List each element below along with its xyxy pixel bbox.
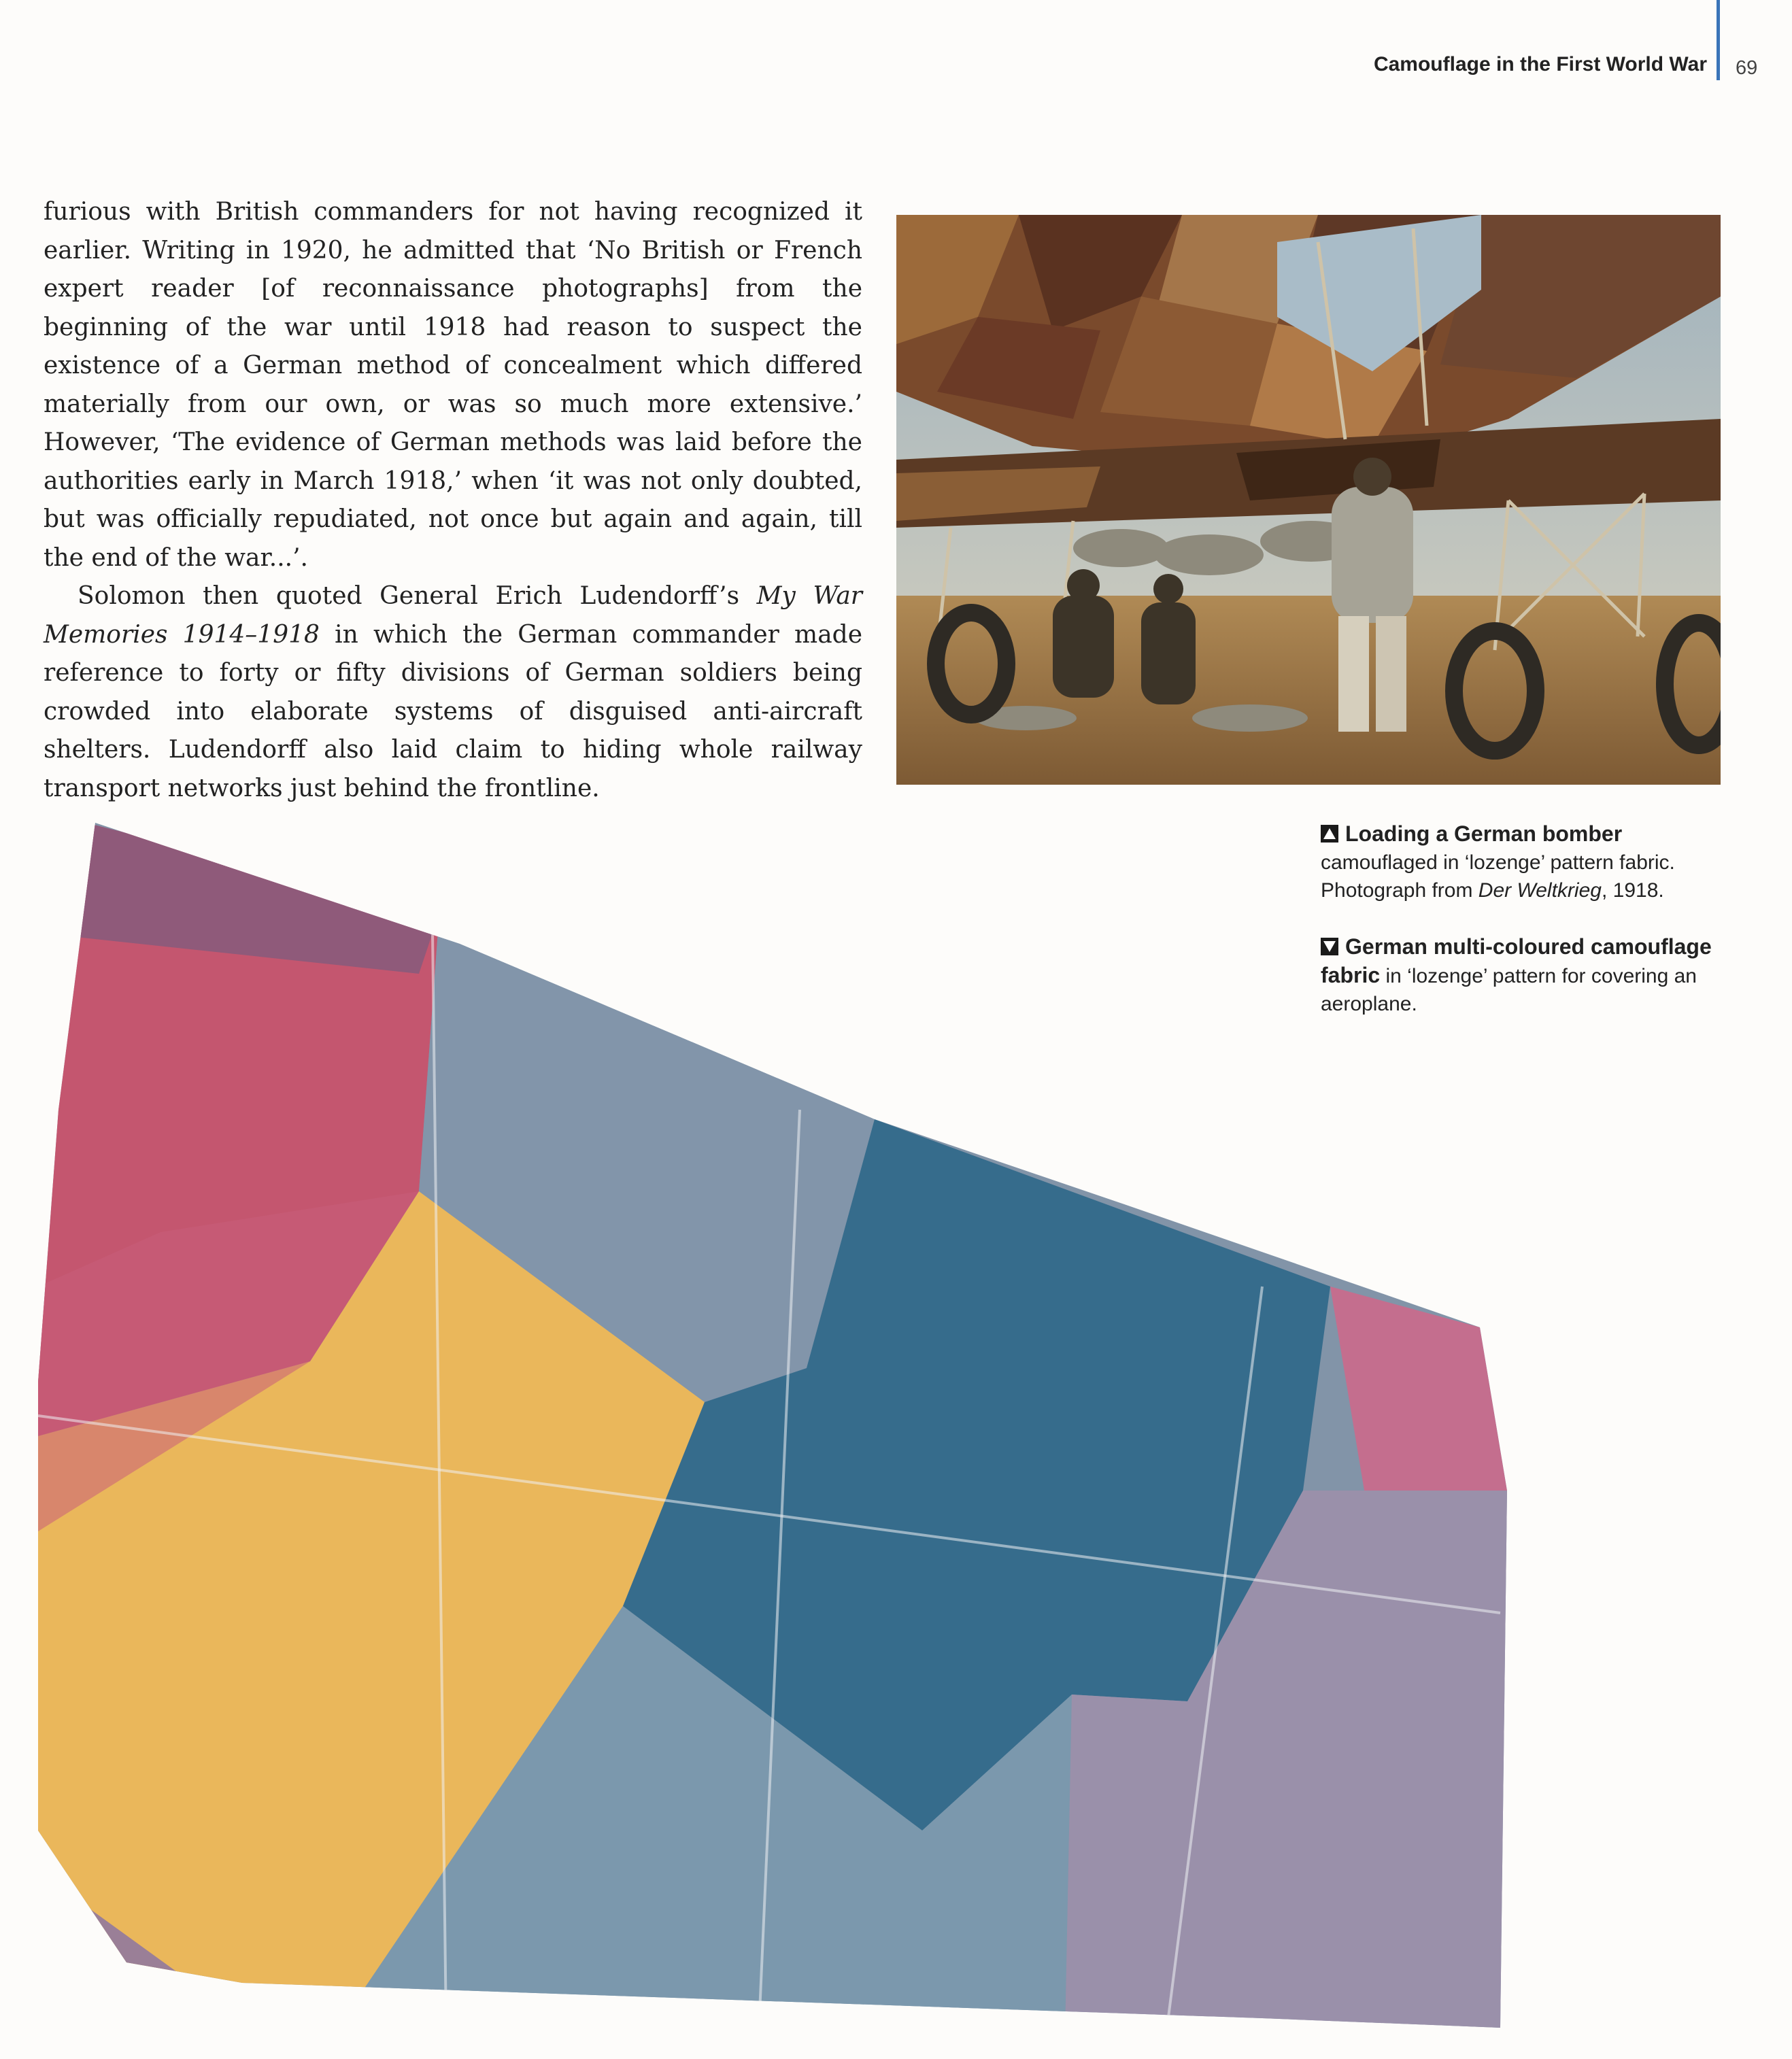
fabric-caption (1321, 933, 1729, 1018)
page-number: 69 (1736, 57, 1758, 79)
photo-caption (1321, 820, 1729, 904)
photo-caption-text-1: camouflaged in ‘lozenge’ pattern fabric. Photograph from (1321, 851, 1675, 902)
book-title: My War Memories 1914–1918 (44, 582, 862, 649)
fabric-caption-lead: German multi-coloured camouflage fabric (1321, 934, 1712, 987)
photo-caption-lead: Loading a German bomber (1345, 821, 1623, 846)
paragraph-1: furious with British commanders for not having recognized it earlier. Writing in 1920, he admitted that ‘No British or French expert reader [of reconnaissance photographs] from the beginning of the war until 1918 had reason to suspect the existence of a German method of concealment which differed materially from our own, or was so much more extensive.’ However, ‘The evidence of German methods was laid before the authorities early in March 1918,’ when ‘it was not only doubted, but was officially repudiated, not once but again and again, till the end of the war...’. (44, 198, 862, 572)
paragraph-2-end: in which the German commander made reference to forty or fifty divisions of German soldiers being crowded into elaborate systems of disguised anti-aircraft shelters. Ludendorff also laid claim to hiding whole railway transport networks just behind the frontline. (44, 620, 863, 802)
body-text (44, 193, 862, 808)
bomber-photo (896, 215, 1721, 785)
paragraph-2 (44, 577, 862, 808)
header-rule (1717, 0, 1720, 80)
fabric-caption-text: in ‘lozenge’ pattern for covering an aeroplane. (1321, 965, 1697, 1015)
paragraph-2-start: Solomon then quoted General Erich Ludendorff’s (78, 582, 757, 610)
running-head: Camouflage in the First World War (1373, 53, 1707, 75)
photo-caption-source: Der Weltkrieg (1478, 879, 1602, 902)
photo-caption-text-2: , 1918. (1601, 879, 1664, 902)
triangle-down-icon (1321, 938, 1338, 955)
triangle-up-icon (1321, 825, 1338, 843)
